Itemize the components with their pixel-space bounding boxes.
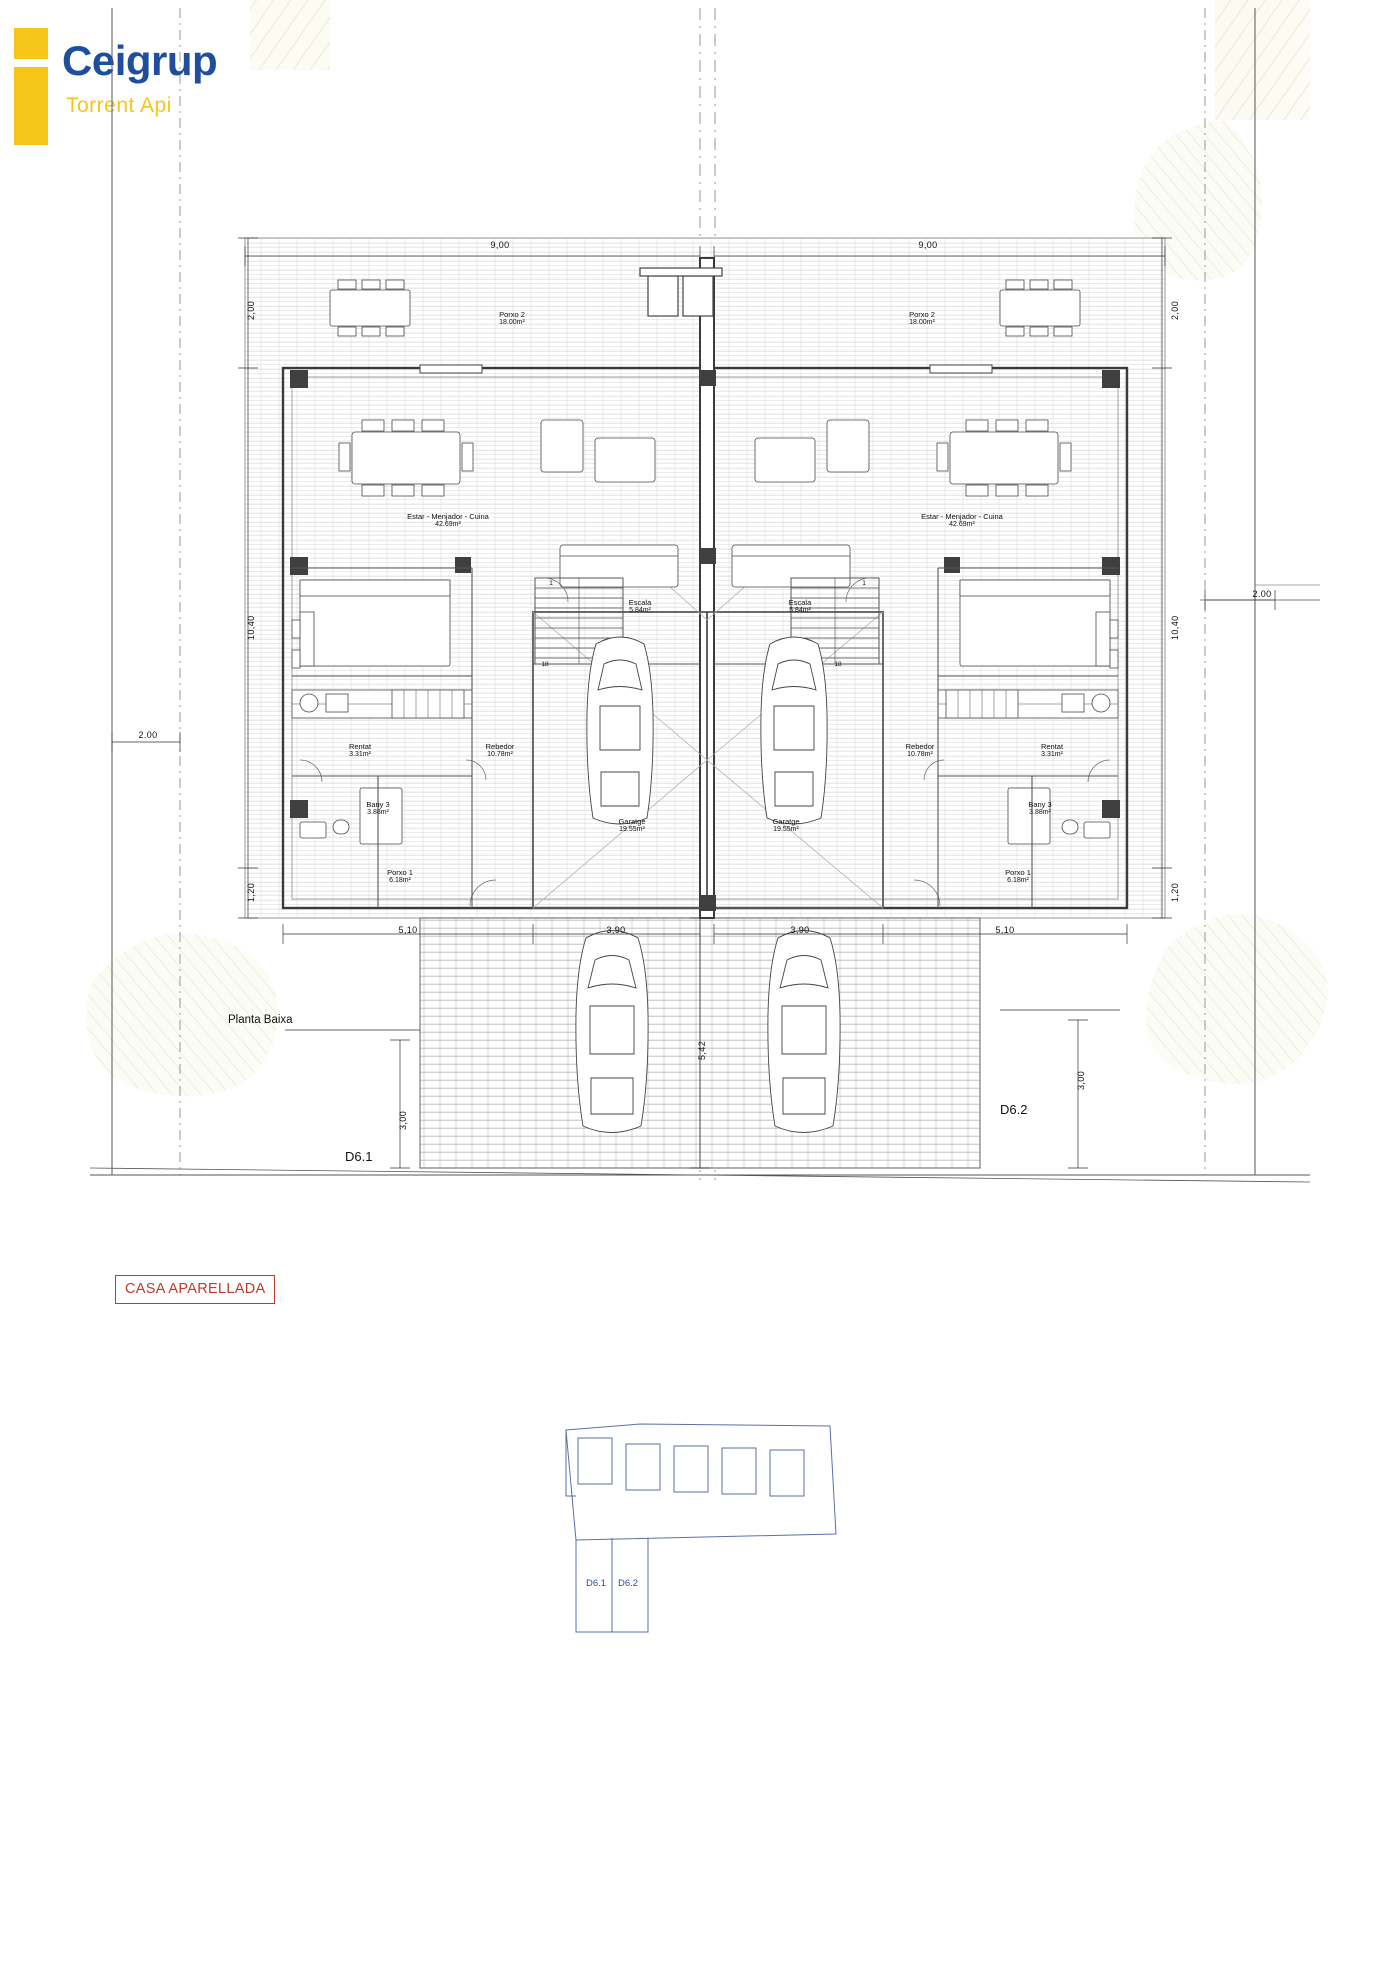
room-label-porxo1-right: Porxo 1 6.18m² <box>1005 868 1031 885</box>
keyplan-label-d62: D6.2 <box>618 1578 639 1589</box>
plot-label-d62: D6.2 <box>1000 1102 1028 1117</box>
room-label-rebedor-right: Rebedor 10.78m² <box>905 742 935 759</box>
dim-driveway-depth: 5,42 <box>697 1040 707 1060</box>
room-label-escala-right: Escala 5.84m² <box>788 598 812 615</box>
room-label-bany3-left: Bany 3 3.88m² <box>366 800 390 817</box>
dim-setback-right: 3,00 <box>1076 1070 1086 1090</box>
room-label-rentat-right: Rentat 3.31m² <box>1040 742 1064 759</box>
room-label-estar-right: Estar - Menjador - Cuina 42.69m² <box>921 512 1003 529</box>
dim-bottom-left-width: 5,10 <box>398 925 418 935</box>
door-tag-1-right: 1 <box>862 580 866 587</box>
car-garage-right <box>761 637 827 824</box>
dim-garage-left-width: 3,90 <box>606 925 626 935</box>
plot-label-d61: D6.1 <box>345 1149 373 1164</box>
dim-right-outer: 2.00 <box>1252 589 1272 599</box>
room-label-escala-left: Escala 5.84m² <box>628 598 652 615</box>
dim-left-depth: 10,40 <box>246 615 256 640</box>
dim-top-right: 9,00 <box>918 240 938 250</box>
brand-name: Ceigrup <box>62 37 218 84</box>
dim-left-top-offset: 2,00 <box>246 300 256 320</box>
room-label-porxo1-left: Porxo 1 6.18m² <box>387 868 413 885</box>
dim-left-bottom-offset: 1,20 <box>246 882 256 902</box>
dim-top-left: 9,00 <box>490 240 510 250</box>
room-label-porxo2-right: Porxo 2 18.00m² <box>909 310 935 327</box>
brand-tagline: Torrent Api <box>66 94 172 117</box>
callout-casa-aparellada: CASA APARELLADA <box>115 1275 275 1304</box>
door-tag-1-left: 1 <box>549 580 553 587</box>
room-label-rebedor-left: Rebedor 10.78m² <box>485 742 515 759</box>
dim-garage-right-width: 3,90 <box>790 925 810 935</box>
dim-setback-left: 3,00 <box>398 1110 408 1130</box>
dim-right-top-offset: 2,00 <box>1170 300 1180 320</box>
room-label-porxo2-left: Porxo 2 18.00m² <box>499 310 525 327</box>
room-label-rentat-left: Rentat 3.31m² <box>348 742 372 759</box>
door-tag-18-left: 18 <box>541 661 549 668</box>
room-label-estar-left: Estar - Menjador - Cuina 42.69m² <box>407 512 489 529</box>
car-driveway-right <box>768 931 840 1133</box>
room-label-bany3-right: Bany 3 3.88m² <box>1028 800 1052 817</box>
door-tag-18-right: 18 <box>834 661 842 668</box>
dim-right-bottom-offset: 1,20 <box>1170 882 1180 902</box>
room-label-garatge-right: Garatge 19.55m² <box>772 817 800 834</box>
dim-right-depth: 10,40 <box>1170 615 1180 640</box>
car-garage-left <box>587 637 653 824</box>
keyplan-diagram <box>566 1424 836 1632</box>
drawing-title: Planta Baixa <box>228 1014 293 1026</box>
dim-left-outer: 2.00 <box>138 730 158 740</box>
keyplan-label-d61: D6.1 <box>586 1578 607 1589</box>
room-label-garatge-left: Garatge 19.55m² <box>618 817 646 834</box>
dim-bottom-right-width: 5,10 <box>995 925 1015 935</box>
car-driveway-left <box>576 931 648 1133</box>
